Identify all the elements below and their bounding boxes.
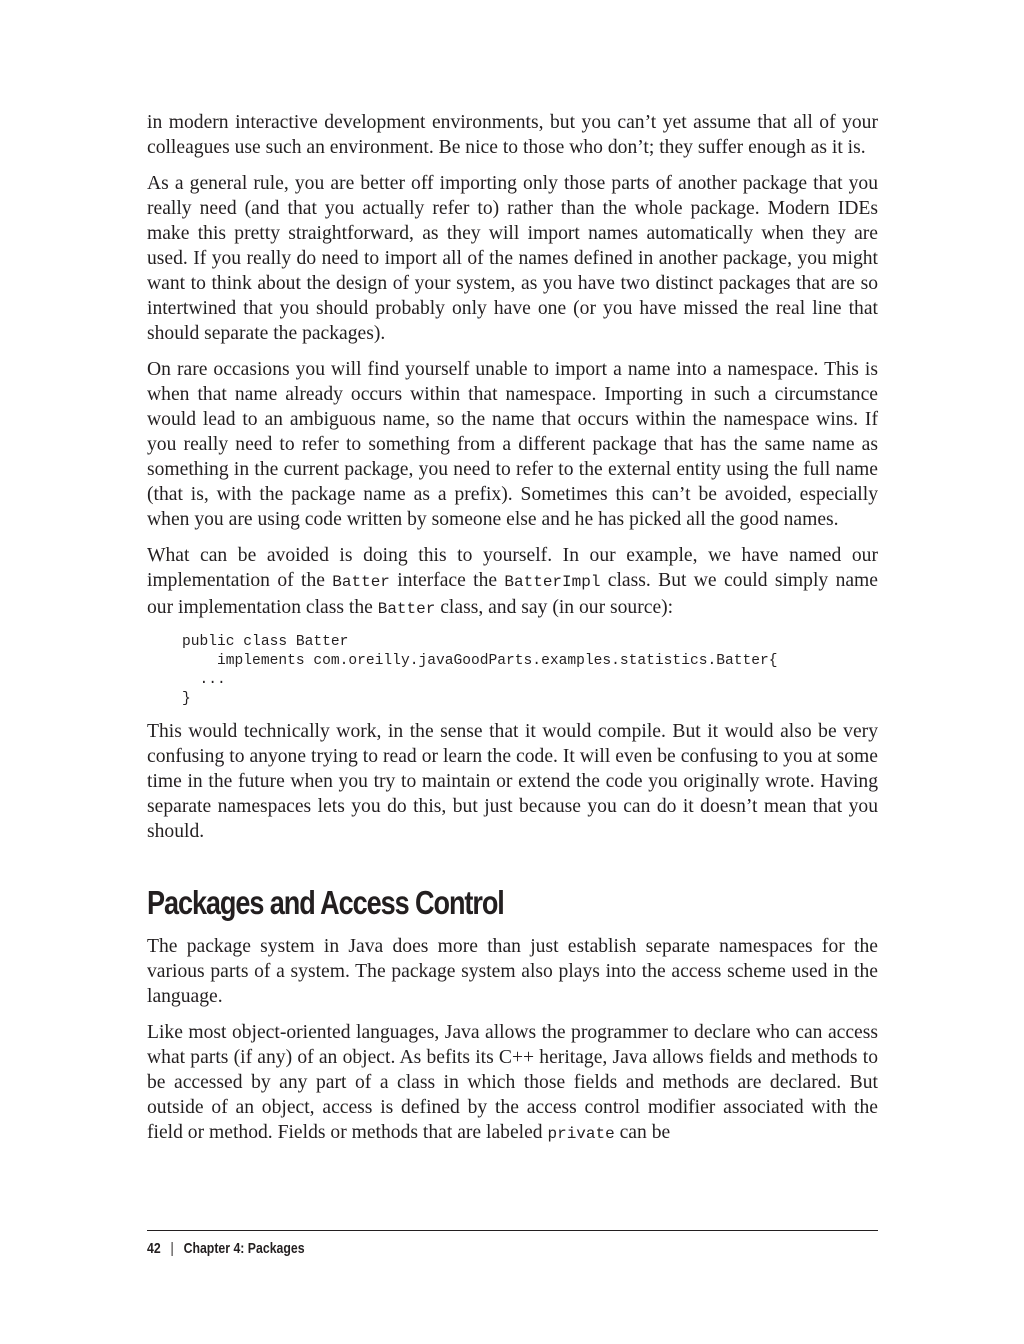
text-run: interface the: [389, 570, 505, 591]
text-run: class, and say (in our source):: [435, 597, 674, 618]
text-run: can be: [614, 1122, 671, 1143]
footer-separator: |: [170, 1240, 174, 1257]
paragraph: On rare occasions you will find yourself unable to import a name into a namespace. This is when that name already occurs within that namespace. Importing in such a circumstance would lead to an ambiguous name, so the name that occurs within the namespace wins. If you really need to refer to something from a different package that has the same name as something in the current package, you need to refer to the external entity using the full name (that is, with the package name as a prefix). Sometimes this can’t be avoided, especially when you are using code written by someone else and he has picked all the good names.: [147, 359, 878, 530]
code-line: }: [182, 691, 191, 707]
section-heading: Packages and Access Control: [147, 884, 504, 921]
page-footer: [147, 1240, 305, 1257]
footer-rule: [147, 1230, 878, 1231]
text-run: Like most object-oriented languages, Java allows the programmer to declare who can access what parts (if any) of an object. As befits its C++ heritage, Java allows fields and methods to be accessed by any part of a class in which those fields and methods are declared. But outside of an object, access is defined by the access control modifier associated with the field or method. Fields or methods that are labeled: [147, 1022, 878, 1143]
code-line: ...: [182, 672, 226, 688]
code-block: [182, 633, 878, 709]
text-run: What can be avoided is doing this to yourself. In our example, we have named our implementation of the: [147, 545, 878, 591]
code-line: public class Batter: [182, 634, 349, 650]
paragraph: in modern interactive development environments, but you can’t yet assume that all of your colleagues use such an environment. Be nice to those who don’t; they suffer enough as it is.: [147, 112, 878, 158]
chapter-title: Chapter 4: Packages: [183, 1240, 305, 1257]
paragraph: The package system in Java does more than just establish separate namespaces for the various parts of a system. The package system also plays into the access scheme used in the language.: [147, 936, 878, 1007]
paragraph: This would technically work, in the sense that it would compile. But it would also be very confusing to anyone trying to read or learn the code. It will even be confusing to you at some time in the future when you try to maintain or extend the code you originally wrote. Having separate namespaces lets you do this, but just because you can do it doesn’t mean that you should.: [147, 721, 878, 842]
page-number: 42: [147, 1240, 161, 1257]
paragraph: [147, 543, 878, 622]
inline-code: Batter: [332, 573, 390, 591]
inline-code: BatterImpl: [504, 573, 601, 591]
inline-code: Batter: [377, 600, 436, 618]
paragraph: [147, 1020, 878, 1147]
inline-code: private: [547, 1125, 615, 1143]
page-content: [147, 110, 878, 1158]
text-run: class. But we could simply name our implementation class the: [147, 570, 878, 618]
paragraph: As a general rule, you are better off importing only those parts of another package that you really need (and that you actually refer to) rather than the whole package. Modern IDEs make this pretty straightforward, as they will import names automatically when they are used. If you really do need to import all of the names defined in another package, you might want to think about the design of your system, as you have two distinct packages that are so intertwined that you should probably only have one (or you have missed the real line that should separate the packages).: [147, 173, 878, 344]
code-line: implements com.oreilly.javaGoodParts.examples.statistics.Batter{: [182, 653, 778, 669]
